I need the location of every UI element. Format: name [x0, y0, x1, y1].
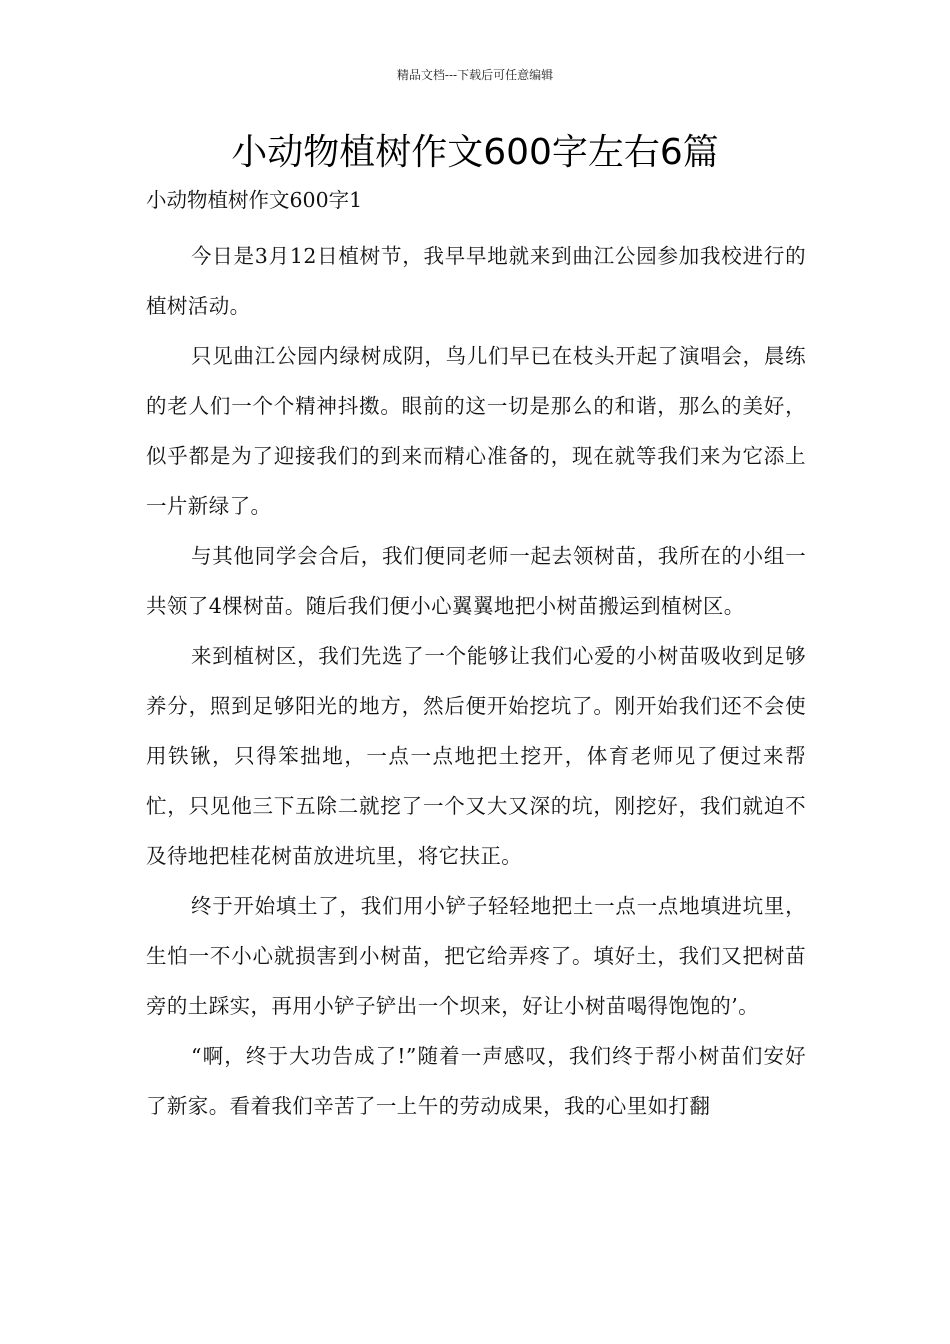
document-title: 小动物植树作文600字左右6篇 [231, 132, 719, 173]
essay-body [146, 231, 806, 1131]
paragraph: 只见曲江公园内绿树成阴，鸟儿们早已在枝头开起了演唱会，晨练的老人们一个个精神抖擞。眼前的这一切是那么的和谐，那么的美好，似乎都是为了迎接我们的到来而精心准备的，现在就等我们来为它添上一片新绿了。 [146, 344, 806, 518]
header-note: 精品文档---下载后可任意编辑 [396, 68, 554, 82]
paragraph: 与其他同学会合后，我们便同老师一起去领树苗，我所在的小组一共领了4棵树苗。随后我们便小心翼翼地把小树苗搬运到植树区。 [146, 544, 806, 618]
paragraph: “啊，终于大功告成了!”随着一声感叹，我们终于帮小树苗们安好了新家。看着我们辛苦了一上午的劳动成果，我的心里如打翻 [146, 1044, 806, 1118]
essay-subtitle: 小动物植树作文600字1 [146, 188, 363, 212]
paragraph: 来到植树区，我们先选了一个能够让我们心爱的小树苗吸收到足够养分，照到足够阳光的地方，然后便开始挖坑了。刚开始我们还不会使用铁锹，只得笨拙地，一点一点地把土挖开，体育老师见了便过来帮忙，只见他三下五除二就挖了一个又大又深的坑，刚挖好，我们就迫不及待地把桂花树苗放进坑里，将它扶正。 [146, 644, 806, 868]
paragraph: 终于开始填土了，我们用小铲子轻轻地把土一点一点地填进坑里，生怕一不小心就损害到小树苗，把它给弄疼了。填好土，我们又把树苗旁的土踩实，再用小铲子铲出一个坝来，好让小树苗喝得饱饱的’。 [146, 894, 806, 1018]
paragraph: 今日是3月12日植树节，我早早地就来到曲江公园参加我校进行的植树活动。 [146, 244, 806, 318]
